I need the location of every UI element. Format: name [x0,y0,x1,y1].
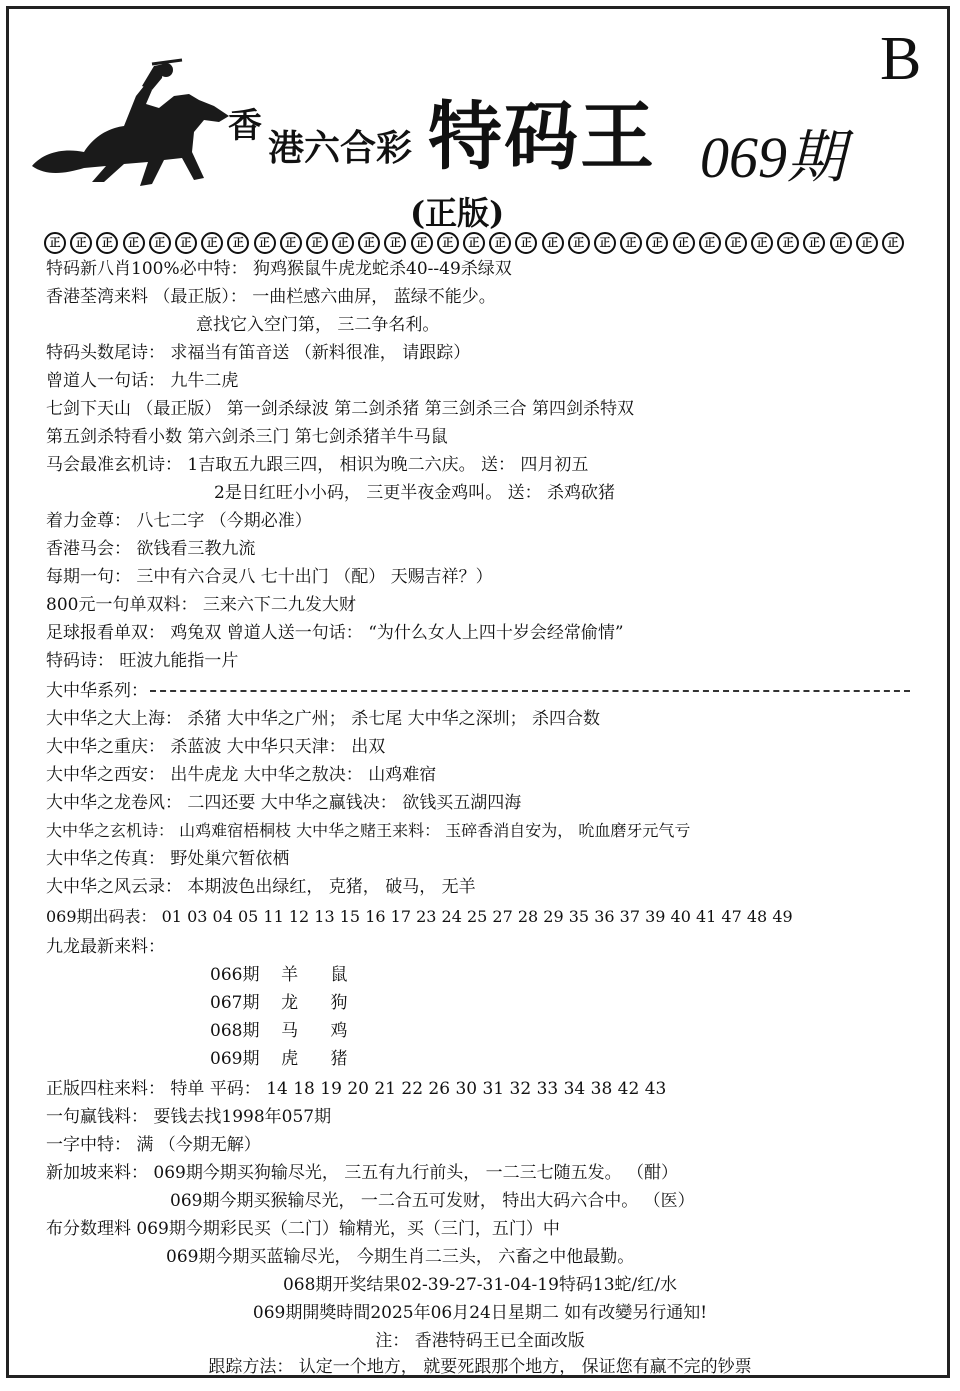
text-line-15: 特码诗： 旺波九能指一片 [46,651,239,671]
zheng-stamp-icon: 正 [358,232,380,254]
text-line-35: 布分数理料 069期今期彩民买（二门）输精光，买（三门，五门）中 [46,1219,560,1239]
section-divider [150,690,910,692]
text-line-20: 大中华之龙卷风： 二四还要 大中华之赢钱决： 欲钱买五湖四海 [46,793,522,813]
zheng-stamp-icon: 正 [515,232,537,254]
text-line-32: 一字中特： 满 （今期无解） [46,1135,261,1155]
zheng-stamp-icon: 正 [384,232,406,254]
zheng-stamp-icon: 正 [44,232,66,254]
title-prefix-char: 香 [228,106,262,146]
text-line-36: 069期今期买蓝输尽光， 今期生肖二三头， 六畜之中他最勤。 [166,1247,635,1267]
text-line-31: 一句赢钱料： 要钱去找1998年057期 [46,1107,332,1127]
draw-time-notice: 069期開獎時間2025年06月24日星期二 如有改變另行通知! [252,1303,708,1323]
zheng-stamp-icon: 正 [201,232,223,254]
zheng-stamp-icon: 正 [856,232,878,254]
text-line-3: 意找它入空门第， 三二争名利。 [196,315,440,335]
text-line-7: 第五剑杀特看小数 第六剑杀三门 第七剑杀猪羊牛马鼠 [46,427,448,447]
zheng-stamp-icon: 正 [437,232,459,254]
edition-label: (正版) [410,194,505,232]
zheng-stamp-icon: 正 [646,232,668,254]
list-item: 067期 龙 狗 [210,993,348,1013]
zheng-stamp-icon: 正 [411,232,433,254]
zheng-stamp-icon: 正 [227,232,249,254]
text-line-22: 大中华之传真： 野处巢穴暂依栖 [46,849,290,869]
list-item: 068期 马 鸡 [210,1021,348,1041]
text-line-14: 足球报看单双： 鸡兔双 曾道人送一句话： “为什么女人上四十岁会经常偷情” [46,623,624,643]
zheng-stamp-icon: 正 [489,232,511,254]
zheng-stamp-icon: 正 [332,232,354,254]
text-line-12: 每期一句： 三中有六合灵八 七十出门 （配） 天赐吉祥？） [46,567,493,587]
zheng-stamp-icon: 正 [699,232,721,254]
zheng-stamp-icon: 正 [725,232,747,254]
zheng-stamp-icon: 正 [620,232,642,254]
text-line-8: 马会最准玄机诗： 1吉取五九跟三四， 相识为晚二六庆。 送： 四月初五 [46,455,589,475]
last-draw-result: 068期开奖结果02-39-27-31-04-19特码13蛇/红/水 [282,1275,678,1295]
zheng-stamp-icon: 正 [96,232,118,254]
text-line-17: 大中华之大上海： 杀猪 大中华之广州； 杀七尾 大中华之深圳； 杀四合数 [46,709,601,729]
text-line-2: 香港荃湾来料 （最正版）： 一曲栏感六曲屏， 蓝绿不能少。 [46,287,496,307]
text-line-1: 特码新八肖100%必中特： 狗鸡猴鼠牛虎龙蛇杀40--49杀绿双 [46,259,512,279]
zheng-stamp-icon: 正 [882,232,904,254]
text-line-5: 曾道人一句话： 九牛二虎 [46,371,239,391]
revision-note: 注： 香港特码王已全面改版 [375,1331,585,1351]
list-item: 069期 虎 猪 [210,1049,348,1069]
zheng-stamp-icon: 正 [594,232,616,254]
text-line-6: 七剑下天山 （最正版） 第一剑杀绿波 第二剑杀猪 第三剑杀三合 第四剑杀特双 [46,399,635,419]
zheng-stamp-icon: 正 [751,232,773,254]
zheng-stamp-icon: 正 [542,232,564,254]
zheng-stamp-icon: 正 [568,232,590,254]
page-title: 特码王 [428,94,656,180]
text-line-30: 正版四柱来料： 特单 平码： 14 18 19 20 21 22 26 30 31 32 33 34 38 42 43 [46,1079,667,1099]
tracking-method: 跟踪方法： 认定一个地方， 就要死跟那个地方， 保证您有赢不完的钞票 [208,1357,752,1377]
section-heading: 大中华系列： [46,681,148,701]
text-line-11: 香港马会： 欲钱看三教九流 [46,539,256,559]
text-line-23: 大中华之风云录： 本期波色出绿红， 克猪， 破马， 无羊 [46,877,476,897]
zheng-stamp-icon: 正 [254,232,276,254]
zheng-stamp-icon: 正 [673,232,695,254]
text-line-9: 2是日红旺小小码， 三更半夜金鸡叫。 送： 杀鸡砍猪 [214,483,616,503]
text-line-4: 特码头数尾诗： 求福当有笛音送 （新料很准， 请跟踪） [46,343,471,363]
zheng-stamp-icon: 正 [306,232,328,254]
zheng-stamp-icon: 正 [830,232,852,254]
zheng-stamp-icon: 正 [70,232,92,254]
text-line-18: 大中华之重庆： 杀蓝波 大中华只天津： 出双 [46,737,386,757]
zheng-stamp-icon: 正 [463,232,485,254]
zheng-stamp-icon: 正 [777,232,799,254]
text-line-19: 大中华之西安： 出牛虎龙 大中华之敖决： 山鸡难宿 [46,765,437,785]
zheng-stamp-icon: 正 [175,232,197,254]
stamp-row [44,232,904,254]
text-line-33: 新加坡来料： 069期今期买狗输尽光， 三五有九行前头， 一二三七随五发。 （酣） [46,1163,679,1183]
text-line-10: 着力金尊： 八七二字 （今期必准） [46,511,312,531]
draw-number-table: 069期出码表： 01 03 04 05 11 12 13 15 16 17 23 24 25 27 28 29 35 36 37 39 40 41 47 48 49 [46,907,793,926]
corner-letter: B [880,25,922,93]
issue-number: 069期 [700,125,846,190]
zheng-stamp-icon: 正 [149,232,171,254]
zheng-stamp-icon: 正 [123,232,145,254]
zheng-stamp-icon: 正 [803,232,825,254]
text-line-34: 069期今期买猴输尽光， 一二合五可发财， 特出大码六合中。 （医） [170,1191,695,1211]
text-line-25: 九龙最新来料： [46,937,165,957]
text-line-21: 大中华之玄机诗： 山鸡难宿梧桐枝 大中华之赌王来料： 玉碎香消自安为， 吮血磨牙元气亏 [46,821,691,840]
horse-rider-logo [24,56,244,206]
zheng-stamp-icon: 正 [280,232,302,254]
title-prefix: 港六合彩 [268,127,413,169]
list-item: 066期 羊 鼠 [210,965,348,985]
text-line-13: 800元一句单双料： 三来六下二九发大财 [46,595,356,615]
